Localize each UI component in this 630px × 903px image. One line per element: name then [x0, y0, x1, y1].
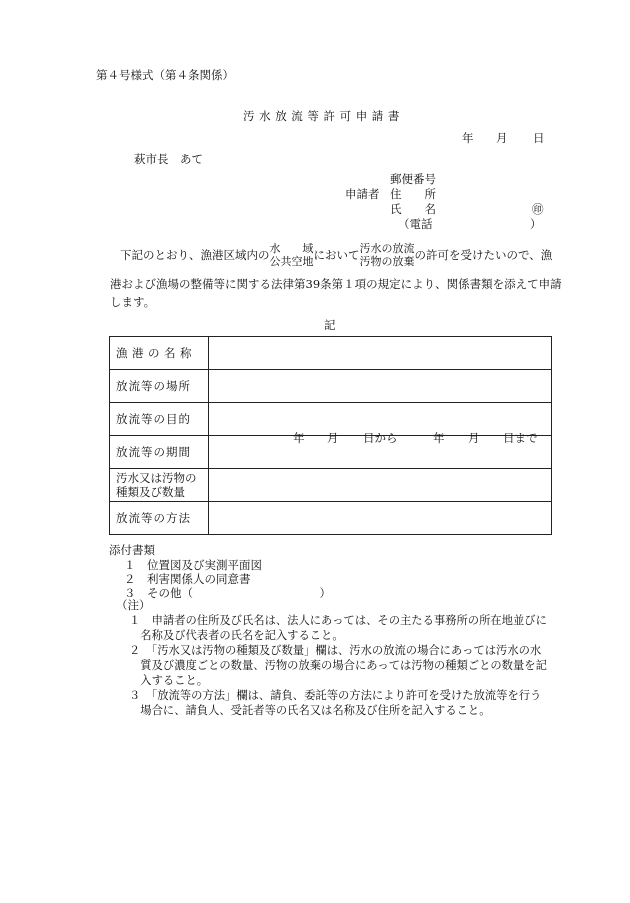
row-label-period: 放流等の期間 [110, 436, 209, 469]
seal-mark: ㊞ [532, 202, 544, 216]
attachment-text: その他（ ） [147, 586, 331, 600]
table-row [110, 469, 552, 502]
method-field[interactable] [209, 502, 552, 535]
addressee: 萩市長 あて [134, 152, 203, 166]
paragraph-suffix: の許可を受けたいので、漁 [414, 247, 553, 262]
ki-heading: 記 [324, 318, 336, 332]
attachment-text: 位置図及び実測平面図 [147, 558, 262, 572]
row-label-line1: 汚水又は汚物の [116, 471, 197, 485]
address-label: 住 所 [390, 187, 436, 201]
area-option-water: 水 域 [269, 242, 314, 255]
application-table [109, 336, 552, 535]
paragraph-prefix: 下記のとおり、漁港区域内の [120, 247, 270, 262]
phone-close-paren: ） [530, 217, 542, 231]
period-end-year: 年 [433, 431, 445, 445]
attachments-title: 添付書類 [109, 543, 155, 557]
date-year-label: 年 [462, 131, 474, 145]
name-label: 氏 名 [390, 202, 436, 216]
act-options [360, 243, 415, 268]
row-label-line2: 種類及び数量 [116, 485, 185, 499]
row-label-port-name: 漁港の名称 [110, 337, 209, 370]
row-label-type-quantity [110, 469, 209, 502]
period-start-year: 年 [293, 431, 305, 445]
note-line: ２ 「汚水又は汚物の種類及び数量」欄は、汚水の放流の場合にあっては汚水の水 [129, 644, 542, 657]
notes-title: （注） [116, 598, 151, 612]
area-option-public-land: 公共空地 [269, 254, 314, 268]
row-label-method: 放流等の方法 [110, 502, 209, 535]
period-end-month: 月 [468, 431, 480, 445]
row-label-location: 放流等の場所 [110, 370, 209, 403]
table-row [110, 337, 552, 370]
port-name-field[interactable] [209, 337, 552, 370]
table-row [110, 436, 552, 469]
applicant-label: 申請者 [345, 187, 380, 201]
note-line: 入すること。 [129, 674, 209, 687]
type-quantity-field[interactable] [209, 469, 552, 502]
note-line: ３ 「放流等の方法」欄は、請負、委託等の方法により許可を受けた放流等を行う [129, 689, 542, 702]
table-row [110, 502, 552, 535]
period-field[interactable] [209, 431, 552, 469]
date-month-label: 月 [496, 131, 508, 145]
paragraph-mid: において [313, 247, 360, 262]
document-title: 汚水放流等許可申請書 [243, 109, 404, 123]
note-line: 場合に、請負人、受託者等の氏名又は名称及び住所を記入すること。 [129, 704, 491, 717]
attachment-item [124, 574, 251, 586]
row-label-purpose: 放流等の目的 [110, 403, 209, 436]
location-field[interactable] [209, 370, 552, 403]
date-day-label: 日 [533, 131, 545, 145]
note-line: １ 申請者の住所及び氏名は、法人にあっては、その主たる事務所の所在地並びに [129, 614, 547, 627]
attachment-num: ２ [124, 572, 136, 586]
attachment-item [124, 588, 331, 600]
attachment-item [124, 560, 262, 572]
request-paragraph-line2: 港および漁場の整備等に関する法律第39条第１項の規定により、関係書類を添えて申請 [110, 277, 562, 291]
postal-code-label: 郵便番号 [390, 172, 436, 186]
attachment-num: １ [124, 558, 136, 572]
area-options [270, 243, 314, 268]
period-end-day-until: 日まで [503, 431, 538, 445]
act-option-discharge: 汚水の放流 [359, 242, 415, 255]
act-option-dumping: 汚物の放棄 [359, 254, 415, 268]
request-paragraph-line3: します。 [110, 295, 156, 309]
phone-label: （電話 [398, 217, 433, 231]
period-start-month: 月 [327, 431, 339, 445]
attachment-num: ３ [124, 586, 136, 600]
note-line: 質及び濃度ごとの数量、汚物の放棄の場合にあっては汚物の種類ごとの数量を記 [129, 659, 547, 672]
attachment-text: 利害関係人の同意書 [147, 572, 251, 586]
period-start-day-from: 日から [363, 431, 398, 445]
note-line: 名称及び代表者の氏名を記入すること。 [129, 629, 344, 642]
request-paragraph-line1 [120, 243, 552, 267]
table-row [110, 370, 552, 403]
form-number-label: 第４号様式（第４条関係） [96, 68, 234, 82]
